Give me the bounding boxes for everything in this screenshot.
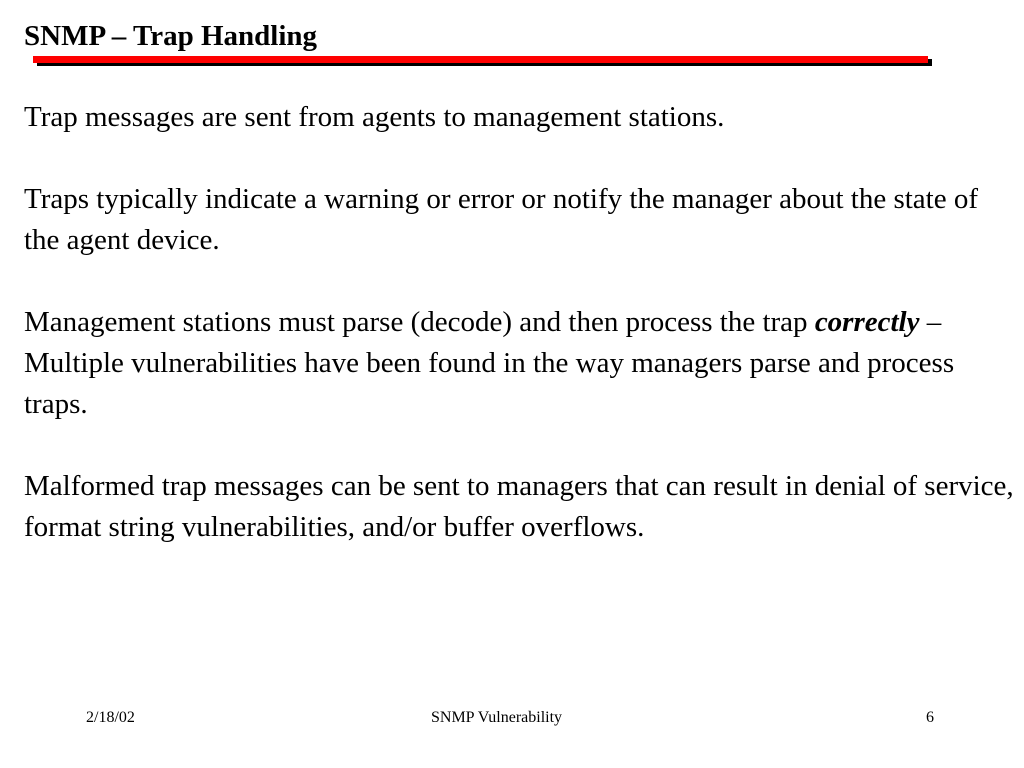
footer-page-number: 6 — [926, 709, 934, 726]
paragraph-vulnerabilities-text: – Multiple vulnerabilities have been found in the way managers parse and process traps. — [24, 306, 955, 420]
slide-title: SNMP – Trap Handling — [24, 20, 318, 52]
title-underline — [33, 56, 928, 63]
paragraph-parse-process — [24, 302, 1014, 425]
paragraph-trap-messages: Trap messages are sent from agents to management stations. — [24, 101, 725, 133]
paragraph-traps-indicate: Traps typically indicate a warning or error or notify the manager about the state of the agent device. — [24, 183, 979, 256]
footer-presentation-title: SNMP Vulnerability — [431, 709, 563, 726]
paragraph-parse-text: Management stations must parse (decode) and then process the trap — [24, 306, 815, 338]
slide-body — [24, 97, 1014, 548]
emphasis-correctly: correctly — [814, 306, 920, 338]
paragraph-malformed-traps: Malformed trap messages can be sent to managers that can result in denial of service, format string vulnerabilities, and/or buffer overflows. — [24, 470, 1014, 543]
footer-date: 2/18/02 — [86, 709, 135, 726]
